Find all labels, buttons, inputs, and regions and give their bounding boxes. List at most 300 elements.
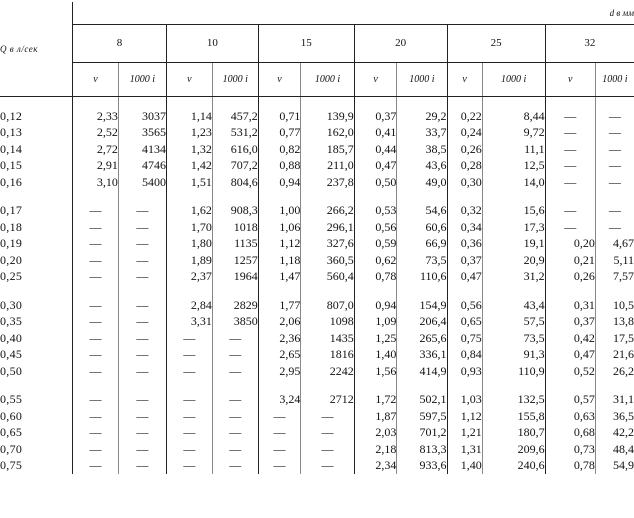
headloss-value: 43,6 — [397, 158, 447, 175]
headloss-value: 240,6 — [482, 458, 545, 475]
headloss-value: — — [118, 203, 166, 220]
velocity-value: 0,42 — [545, 330, 595, 347]
velocity-value: — — [89, 219, 102, 234]
headloss-value: 502,1 — [397, 392, 447, 409]
velocity-value: 2,37 — [166, 269, 212, 286]
headloss-value: 17,5 — [595, 330, 634, 347]
velocity-value: 0,30 — [447, 174, 482, 191]
velocity-value: — — [166, 363, 212, 380]
velocity-value: 1,77 — [258, 297, 301, 314]
table-row — [0, 441, 634, 458]
velocity-value: 2,36 — [258, 330, 301, 347]
headloss-value: — — [118, 314, 166, 331]
velocity-value: 2,95 — [258, 363, 301, 380]
velocity-header: v — [258, 62, 301, 96]
velocity-value: — — [89, 252, 102, 267]
spacer-row — [0, 285, 634, 297]
headloss-value: 1964 — [212, 269, 258, 286]
velocity-value: 0,68 — [545, 425, 595, 442]
headloss-value: 54,9 — [595, 458, 634, 475]
velocity-value: 0,52 — [545, 363, 595, 380]
velocity-value: 2,33 — [96, 108, 118, 123]
headloss-value: 531,2 — [212, 125, 258, 142]
table-row — [0, 425, 634, 442]
velocity-value: — — [166, 330, 212, 347]
velocity-value: 1,51 — [166, 174, 212, 191]
headloss-value: 13,8 — [595, 314, 634, 331]
table-row — [0, 392, 634, 409]
headloss-value: 139,9 — [301, 108, 354, 125]
velocity-value: 0,94 — [258, 174, 301, 191]
headloss-value: 54,6 — [397, 203, 447, 220]
diameter-cell: 8 — [73, 24, 167, 62]
headloss-value: 813,3 — [397, 441, 447, 458]
velocity-value: — — [545, 158, 595, 175]
headloss-value: — — [118, 330, 166, 347]
headloss-value: 4,67 — [595, 236, 634, 253]
velocity-value: 2,06 — [258, 314, 301, 331]
flow-value: 0,75 — [0, 458, 73, 475]
flow-value: 0,60 — [0, 408, 73, 425]
headloss-value: — — [595, 219, 634, 236]
velocity-value: 0,77 — [258, 125, 301, 142]
table-row — [0, 236, 634, 253]
headloss-value: — — [118, 392, 166, 409]
table-row — [0, 269, 634, 286]
headloss-value: 807,0 — [301, 297, 354, 314]
velocity-value: 1,62 — [166, 203, 212, 220]
table-body — [0, 96, 634, 474]
velocity-value: — — [89, 236, 102, 251]
headloss-value: 616,0 — [212, 141, 258, 158]
headloss-header: 1000 i — [595, 62, 634, 96]
velocity-value: 0,94 — [354, 297, 397, 314]
headloss-value: — — [595, 203, 634, 220]
headloss-value: — — [118, 219, 166, 236]
headloss-value: 38,5 — [397, 141, 447, 158]
velocity-value: 1,03 — [447, 392, 482, 409]
headloss-value: — — [212, 363, 258, 380]
flow-value: 0,13 — [0, 125, 73, 142]
table-row — [0, 141, 634, 158]
headloss-value: — — [118, 297, 166, 314]
velocity-value: 0,32 — [447, 203, 482, 220]
headloss-value: 933,6 — [397, 458, 447, 475]
headloss-value: 336,1 — [397, 347, 447, 364]
table-row — [0, 108, 634, 125]
velocity-value: 1,18 — [258, 252, 301, 269]
headloss-value: — — [212, 425, 258, 442]
velocity-value: 1,42 — [166, 158, 212, 175]
headloss-value: 19,1 — [482, 236, 545, 253]
subheader-row — [0, 62, 634, 96]
velocity-value: 1,56 — [354, 363, 397, 380]
headloss-value: 209,6 — [482, 441, 545, 458]
headloss-header: 1000 i — [397, 62, 447, 96]
headloss-header: 1000 i — [212, 62, 258, 96]
velocity-value: 0,65 — [447, 314, 482, 331]
headloss-value: 908,3 — [212, 203, 258, 220]
velocity-value: 1,00 — [258, 203, 301, 220]
flow-value: 0,25 — [0, 269, 73, 286]
headloss-value: 701,2 — [397, 425, 447, 442]
headloss-value: — — [212, 458, 258, 475]
velocity-value: — — [545, 203, 595, 220]
velocity-value: 1,89 — [166, 252, 212, 269]
headloss-value: — — [118, 236, 166, 253]
velocity-header: v — [73, 62, 119, 96]
headloss-value: 180,7 — [482, 425, 545, 442]
spacer-row — [0, 96, 634, 108]
headloss-value: 57,5 — [482, 314, 545, 331]
velocity-value: 1,40 — [447, 458, 482, 475]
velocity-value: 0,28 — [447, 158, 482, 175]
table-row — [0, 219, 634, 236]
velocity-value: 0,22 — [447, 108, 482, 125]
headloss-value: 31,1 — [595, 392, 634, 409]
velocity-value: 1,14 — [166, 108, 212, 125]
flow-value: 0,35 — [0, 314, 73, 331]
velocity-value: 0,44 — [354, 141, 397, 158]
headloss-value: 110,6 — [397, 269, 447, 286]
velocity-value: — — [166, 392, 212, 409]
velocity-value: 1,31 — [447, 441, 482, 458]
velocity-value: — — [258, 458, 301, 475]
table-row — [0, 347, 634, 364]
flow-value: 0,70 — [0, 441, 73, 458]
headloss-value: — — [118, 363, 166, 380]
headloss-header: 1000 i — [301, 62, 354, 96]
velocity-value: 0,36 — [447, 236, 482, 253]
velocity-value: 0,37 — [545, 314, 595, 331]
flow-value: 0,45 — [0, 347, 73, 364]
flow-value: 0,14 — [0, 141, 73, 158]
headloss-value: 15,6 — [482, 203, 545, 220]
hydraulic-table — [0, 2, 634, 474]
headloss-value: — — [595, 174, 634, 191]
velocity-value: 0,50 — [354, 174, 397, 191]
headloss-value: 29,2 — [397, 108, 447, 125]
velocity-value: 0,47 — [354, 158, 397, 175]
diameter-cell: 32 — [545, 24, 634, 62]
table-row — [0, 408, 634, 425]
headloss-value: 36,5 — [595, 408, 634, 425]
headloss-value: 20,9 — [482, 252, 545, 269]
velocity-value: 0,20 — [545, 236, 595, 253]
headloss-value: 33,7 — [397, 125, 447, 142]
headloss-value: 707,2 — [212, 158, 258, 175]
headloss-value: 4134 — [118, 141, 166, 158]
flow-value: 0,40 — [0, 330, 73, 347]
headloss-value: — — [212, 392, 258, 409]
table-row — [0, 203, 634, 220]
headloss-value: 1816 — [301, 347, 354, 364]
headloss-value: 414,9 — [397, 363, 447, 380]
velocity-value: — — [166, 347, 212, 364]
velocity-value: 1,72 — [354, 392, 397, 409]
velocity-value: 1,70 — [166, 219, 212, 236]
flow-value: 0,55 — [0, 392, 73, 409]
velocity-value: 0,82 — [258, 141, 301, 158]
velocity-value: — — [89, 425, 102, 440]
headloss-value: — — [118, 441, 166, 458]
headloss-value: 26,2 — [595, 363, 634, 380]
headloss-value: — — [212, 408, 258, 425]
headloss-value: 296,1 — [301, 219, 354, 236]
headloss-value: 3565 — [118, 125, 166, 142]
headloss-value: 3037 — [118, 108, 166, 125]
headloss-value: 162,0 — [301, 125, 354, 142]
headloss-value: 73,5 — [397, 252, 447, 269]
velocity-value: — — [89, 392, 102, 407]
headloss-value: 7,57 — [595, 269, 634, 286]
headloss-value: — — [595, 141, 634, 158]
table-row — [0, 158, 634, 175]
velocity-value: — — [258, 408, 301, 425]
flow-value: 0,30 — [0, 297, 73, 314]
velocity-value: 1,80 — [166, 236, 212, 253]
headloss-value: 804,6 — [212, 174, 258, 191]
headloss-value: 1018 — [212, 219, 258, 236]
velocity-header: v — [545, 62, 595, 96]
velocity-value: — — [89, 441, 102, 456]
velocity-value: 0,24 — [447, 125, 482, 142]
headloss-value: 60,6 — [397, 219, 447, 236]
table-row — [0, 297, 634, 314]
headloss-value: 2712 — [301, 392, 354, 409]
velocity-value: 2,18 — [354, 441, 397, 458]
headloss-value: 211,0 — [301, 158, 354, 175]
headloss-value: 360,5 — [301, 252, 354, 269]
headloss-value: — — [212, 441, 258, 458]
velocity-value: 1,12 — [447, 408, 482, 425]
headloss-value: 66,9 — [397, 236, 447, 253]
headloss-value: 266,2 — [301, 203, 354, 220]
velocity-value: 0,62 — [354, 252, 397, 269]
velocity-value: 1,40 — [354, 347, 397, 364]
velocity-header: v — [447, 62, 482, 96]
velocity-value: 0,21 — [545, 252, 595, 269]
diameter-cell: 15 — [258, 24, 354, 62]
velocity-value: — — [166, 425, 212, 442]
headloss-value: — — [118, 347, 166, 364]
headloss-header: 1000 i — [482, 62, 545, 96]
velocity-value: 0,75 — [447, 330, 482, 347]
velocity-value: 1,32 — [166, 141, 212, 158]
headloss-value: 110,9 — [482, 363, 545, 380]
headloss-value: 560,4 — [301, 269, 354, 286]
headloss-value: 457,2 — [212, 108, 258, 125]
velocity-value: — — [89, 269, 102, 284]
headloss-value: 17,3 — [482, 219, 545, 236]
headloss-value: 4746 — [118, 158, 166, 175]
flow-value: 0,12 — [0, 108, 73, 125]
velocity-value: — — [89, 408, 102, 423]
table-row — [0, 458, 634, 475]
velocity-value: — — [89, 458, 102, 473]
diameter-cell: 25 — [447, 24, 545, 62]
headloss-value: 21,6 — [595, 347, 634, 364]
headloss-value: 1098 — [301, 314, 354, 331]
headloss-value: 5,11 — [595, 252, 634, 269]
flow-value: 0,50 — [0, 363, 73, 380]
table-row — [0, 330, 634, 347]
velocity-value: — — [166, 408, 212, 425]
flow-value: 0,16 — [0, 174, 73, 191]
velocity-header: v — [166, 62, 212, 96]
velocity-value: 0,47 — [447, 269, 482, 286]
velocity-value: 2,03 — [354, 425, 397, 442]
table-row — [0, 125, 634, 142]
velocity-value: — — [89, 203, 102, 218]
velocity-value: 0,88 — [258, 158, 301, 175]
velocity-value: 0,56 — [354, 219, 397, 236]
velocity-value: 0,37 — [354, 108, 397, 125]
headloss-value: 237,8 — [301, 174, 354, 191]
headloss-value: 31,2 — [482, 269, 545, 286]
velocity-value: — — [258, 441, 301, 458]
headloss-value: 91,3 — [482, 347, 545, 364]
headloss-value: 12,5 — [482, 158, 545, 175]
headloss-value: 2829 — [212, 297, 258, 314]
velocity-value: 0,57 — [545, 392, 595, 409]
headloss-value: 2242 — [301, 363, 354, 380]
table-row — [0, 314, 634, 331]
headloss-value: 8,44 — [482, 108, 545, 125]
headloss-value: 10,5 — [595, 297, 634, 314]
velocity-value: 3,24 — [258, 392, 301, 409]
velocity-value: — — [258, 425, 301, 442]
headloss-value: 597,5 — [397, 408, 447, 425]
velocity-value: — — [545, 108, 595, 125]
velocity-value: — — [89, 363, 102, 378]
velocity-value: — — [89, 330, 102, 345]
velocity-value: 0,93 — [447, 363, 482, 380]
headloss-value: — — [118, 269, 166, 286]
velocity-value: 0,84 — [447, 347, 482, 364]
velocity-value: 0,47 — [545, 347, 595, 364]
velocity-value: — — [166, 441, 212, 458]
headloss-value: — — [301, 458, 354, 475]
headloss-value: 154,9 — [397, 297, 447, 314]
headloss-value: — — [301, 408, 354, 425]
headloss-value: — — [118, 252, 166, 269]
headloss-value: 185,7 — [301, 141, 354, 158]
velocity-value: 0,78 — [354, 269, 397, 286]
headloss-value: 1257 — [212, 252, 258, 269]
flow-value: 0,65 — [0, 425, 73, 442]
headloss-value: — — [595, 125, 634, 142]
headloss-value: — — [118, 458, 166, 475]
velocity-value: 1,06 — [258, 219, 301, 236]
velocity-value: — — [89, 347, 102, 362]
velocity-value: 2,52 — [96, 125, 118, 140]
velocity-value: 2,84 — [166, 297, 212, 314]
spacer-row — [0, 191, 634, 203]
flow-value: 0,15 — [0, 158, 73, 175]
velocity-value: 0,78 — [545, 458, 595, 475]
velocity-value: — — [89, 314, 102, 329]
velocity-value: 0,26 — [447, 141, 482, 158]
velocity-value: 0,53 — [354, 203, 397, 220]
headloss-header: 1000 i — [118, 62, 166, 96]
velocity-value: 1,87 — [354, 408, 397, 425]
headloss-value: 327,6 — [301, 236, 354, 253]
headloss-value: — — [301, 425, 354, 442]
velocity-value: 0,63 — [545, 408, 595, 425]
headloss-value: 3850 — [212, 314, 258, 331]
headloss-value: — — [118, 425, 166, 442]
spacer-row — [0, 380, 634, 392]
velocity-value: 0,71 — [258, 108, 301, 125]
headloss-value: — — [301, 441, 354, 458]
velocity-value: 0,59 — [354, 236, 397, 253]
diameter-cell: 20 — [354, 24, 447, 62]
headloss-value: 5400 — [118, 174, 166, 191]
velocity-value: 2,91 — [96, 158, 118, 173]
velocity-value: — — [545, 219, 595, 236]
velocity-value: 0,73 — [545, 441, 595, 458]
velocity-value: 1,12 — [258, 236, 301, 253]
velocity-value: 2,34 — [354, 458, 397, 475]
headloss-value: — — [212, 330, 258, 347]
headloss-value: 1135 — [212, 236, 258, 253]
velocity-value: 0,26 — [545, 269, 595, 286]
velocity-value: 1,21 — [447, 425, 482, 442]
velocity-value: — — [545, 141, 595, 158]
velocity-value: 2,72 — [96, 141, 118, 156]
velocity-value: — — [166, 458, 212, 475]
headloss-value: 48,4 — [595, 441, 634, 458]
headloss-value: 9,72 — [482, 125, 545, 142]
table-row — [0, 174, 634, 191]
velocity-value: 1,47 — [258, 269, 301, 286]
velocity-value: 0,37 — [447, 252, 482, 269]
headloss-value: 155,8 — [482, 408, 545, 425]
velocity-value: 0,31 — [545, 297, 595, 314]
velocity-value: — — [89, 297, 102, 312]
velocity-value: 2,65 — [258, 347, 301, 364]
headloss-value: 206,4 — [397, 314, 447, 331]
velocity-value: 1,25 — [354, 330, 397, 347]
headloss-value: 43,4 — [482, 297, 545, 314]
headloss-value: — — [118, 408, 166, 425]
velocity-value: 1,09 — [354, 314, 397, 331]
diameter-row — [0, 24, 634, 62]
headloss-value: — — [212, 347, 258, 364]
flow-value: 0,17 — [0, 203, 73, 220]
headloss-value: 265,6 — [397, 330, 447, 347]
table-row — [0, 252, 634, 269]
diameter-cell: 10 — [166, 24, 258, 62]
velocity-value: 3,31 — [166, 314, 212, 331]
headloss-value: 11,1 — [482, 141, 545, 158]
headloss-value: — — [595, 108, 634, 125]
headloss-value: 132,5 — [482, 392, 545, 409]
headloss-value: 73,5 — [482, 330, 545, 347]
flow-value: 0,18 — [0, 219, 73, 236]
velocity-value: — — [545, 174, 595, 191]
velocity-value: 3,10 — [96, 174, 118, 189]
velocity-value: 0,34 — [447, 219, 482, 236]
headloss-value: 49,0 — [397, 174, 447, 191]
headloss-value: 1435 — [301, 330, 354, 347]
flow-header: Q в л/сек — [0, 2, 73, 96]
velocity-header: v — [354, 62, 397, 96]
velocity-value: 1,23 — [166, 125, 212, 142]
diameter-header: d в мм — [73, 2, 634, 24]
table-row — [0, 363, 634, 380]
